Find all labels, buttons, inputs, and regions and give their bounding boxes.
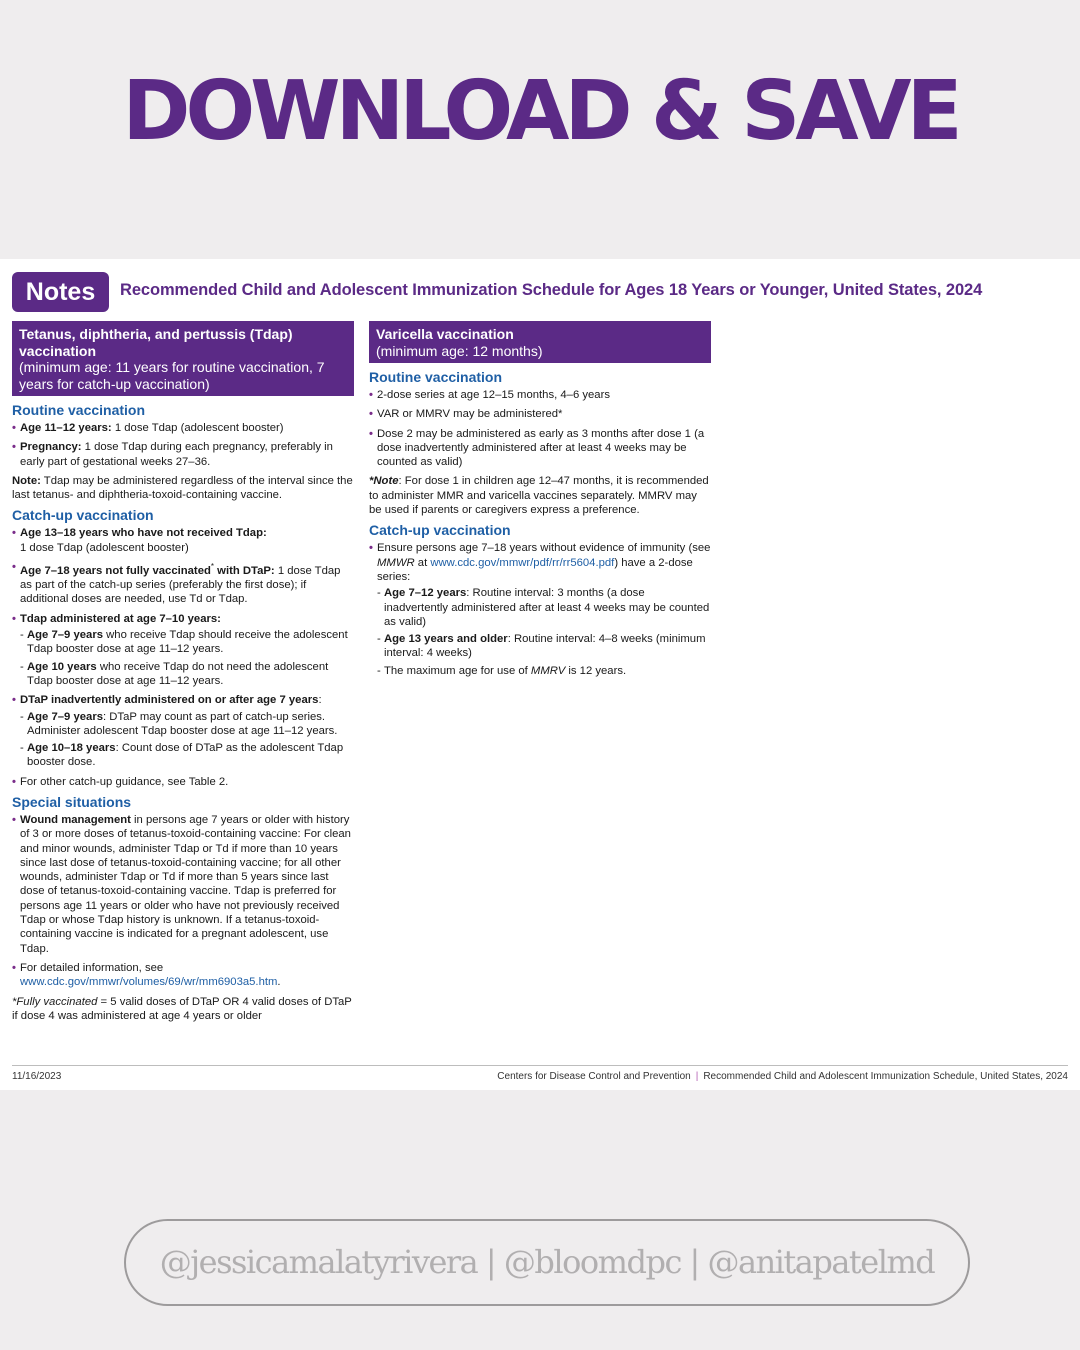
footer-source <box>497 1071 1068 1082</box>
mmwr-pdf-link[interactable]: www.cdc.gov/mmwr/pdf/rr/rr5604.pdf <box>430 556 615 569</box>
tdap-routine-heading: Routine vaccination <box>12 402 146 418</box>
item-text: : DTaP may count as part of catch-up series. Administer adolescent Tdap booster dose at age 11–12 years. <box>27 710 338 737</box>
list-item <box>12 813 354 956</box>
document-title: Recommended Child and Adolescent Immunization Schedule for Ages 18 Years or Younger, United States, 2024 <box>120 281 983 299</box>
list-item <box>12 526 354 555</box>
varicella-routine-heading: Routine vaccination <box>369 369 503 385</box>
sub-item <box>12 628 354 657</box>
sub-item <box>12 660 354 689</box>
item-bold: Age 7–18 years not fully vaccinated <box>20 564 211 577</box>
footer-schedule: Recommended Child and Adolescent Immunization Schedule, United States, 2024 <box>703 1071 1068 1082</box>
item-text: in persons age 7 years or older with history of 3 or more doses of tetanus-toxoid-containing vaccine: For clean and minor wounds, administer Tdap or Td if more than 10 years since last dose of tetanus-toxoid-containing vaccine; for all other wounds, administer Tdap or Td if more than 5 years since last dose of tetanus-toxoid-containing vaccine. Tdap is preferred for persons age 11 years or older who have not previously received Tdap or whose Tdap history is unknown. If a tetanus-toxoid-containing vaccine is indicated for a pregnant adolescent, use Tdap. <box>20 814 351 955</box>
varicella-note <box>369 474 711 517</box>
item-bold: Wound management <box>20 814 131 826</box>
sub-item <box>369 664 711 678</box>
list-item <box>369 407 711 421</box>
item-text: For detailed information, see <box>20 961 164 974</box>
footer-date: 11/16/2023 <box>12 1071 62 1082</box>
mmwr-link[interactable]: www.cdc.gov/mmwr/volumes/69/wr/mm6903a5.htm <box>20 976 278 989</box>
sub-item <box>369 586 711 629</box>
item-bold: DTaP inadvertently administered on or after age 7 years <box>20 694 319 707</box>
note-label: Note: <box>12 474 41 487</box>
varicella-column <box>369 321 711 681</box>
tdap-note <box>12 474 354 503</box>
footnote-text: = 5 valid doses of DTaP OR 4 valid doses of DTaP if dose 4 was administered at age 4 years or older <box>12 995 352 1022</box>
credits-pill <box>124 1219 970 1306</box>
item-text: 2-dose series at age 12–15 months, 4–6 years <box>377 389 610 401</box>
item-bold: Age 7–9 years <box>27 629 103 642</box>
list-item <box>12 421 354 435</box>
sub-item <box>369 632 711 661</box>
footer-divider <box>12 1065 1068 1066</box>
item-text: 1 dose Tdap (adolescent booster) <box>20 541 189 554</box>
item-text: Dose 2 may be administered as early as 3 months after dose 1 (a dose inadvertently administered after at least 4 weeks may be counted as valid) <box>377 427 705 469</box>
item-text: 1 dose Tdap as part of the catch-up series (preferably the first dose); if additional doses are needed, use Td or Tdap. <box>20 564 341 606</box>
tdap-box-title: Tetanus, diphtheria, and pertussis (Tdap) vaccination <box>19 326 293 359</box>
item-bold: Tdap administered at age 7–10 years: <box>20 612 221 625</box>
item-bold: Age 7–9 years <box>27 710 103 723</box>
banner-title: DOWNLOAD & SAVE <box>122 64 958 159</box>
tdap-special-heading: Special situations <box>12 794 132 810</box>
item-text: The maximum age for use of <box>384 664 531 677</box>
item-text: at <box>414 556 431 569</box>
footnote-marker: * <box>210 562 215 572</box>
list-item <box>12 775 354 789</box>
notes-badge: Notes <box>12 272 109 312</box>
varicella-catchup-heading: Catch-up vaccination <box>369 522 511 539</box>
item-bold: with DTaP: <box>214 564 275 577</box>
item-text: For other catch-up guidance, see Table 2. <box>20 775 229 788</box>
item-bold: Age 13–18 years who have not received Tdap: <box>20 527 267 540</box>
list-item <box>369 388 711 402</box>
list-item <box>369 427 711 470</box>
item-text: : Count dose of DTaP as the adolescent Tdap booster dose. <box>27 742 344 769</box>
item-text: who receive Tdap should receive the adolescent Tdap booster dose at age 11–12 years. <box>27 629 348 656</box>
tdap-header-box <box>12 321 354 396</box>
list-item <box>369 541 711 584</box>
list-item <box>12 961 354 990</box>
footer-org: Centers for Disease Control and Prevention <box>497 1071 691 1082</box>
item-text: VAR or MMRV may be administered* <box>377 408 563 421</box>
item-bold: Age 13 years and older <box>384 633 508 646</box>
item-em: MMWR <box>377 556 415 569</box>
item-text: ) have a 2-dose series: <box>377 556 693 583</box>
footnote-label: *Fully vaccinated <box>12 995 98 1008</box>
item-bold: Age 11–12 years: <box>20 422 112 434</box>
footer-separator: | <box>695 1071 699 1082</box>
note-text: Tdap may be administered regardless of the interval since the last tetanus- and diphtheria-toxoid-containing vaccine. <box>12 474 353 502</box>
list-item <box>12 612 354 626</box>
tdap-box-subtitle: (minimum age: 11 years for routine vaccination, 7 years for catch-up vaccination) <box>19 359 325 392</box>
notes-document <box>0 259 1080 1090</box>
varicella-header-box <box>369 321 711 363</box>
item-text: : Routine interval: 3 months (a dose inadvertently administered after at least 4 weeks may be counted as valid) <box>384 587 710 628</box>
sub-item <box>12 741 354 770</box>
note-label: *Note <box>369 475 399 488</box>
sub-item <box>12 710 354 739</box>
credits-text: @jessicamalatyrivera | @bloomdpc | @anitapatelmd <box>159 1243 935 1281</box>
varicella-box-subtitle: (minimum age: 12 months) <box>376 342 543 359</box>
item-em: MMRV <box>530 664 566 677</box>
item-bold: Age 7–12 years <box>384 587 467 600</box>
item-text: is 12 years. <box>565 664 627 677</box>
item-text: : Routine interval: 4–8 weeks (minimum interval: 4 weeks) <box>384 633 706 660</box>
note-text: : For dose 1 in children age 12–47 months, it is recommended to administer MMR and varicella vaccines separately. MMRV may be used if parents or caregivers express a preference. <box>369 475 709 517</box>
item-text: who receive Tdap do not need the adolescent Tdap booster dose at age 11–12 years. <box>27 660 329 687</box>
tdap-footnote <box>12 995 354 1024</box>
list-item <box>12 560 354 607</box>
tdap-column <box>12 321 354 1028</box>
item-text: . <box>277 976 281 989</box>
item-bold: Age 10 years <box>27 660 97 673</box>
list-item <box>12 693 354 707</box>
list-item <box>12 440 354 469</box>
tdap-catchup-heading: Catch-up vaccination <box>12 507 154 524</box>
item-text: 1 dose Tdap during each pregnancy, preferably in early part of gestational weeks 27–36. <box>20 441 333 468</box>
item-text: Ensure persons age 7–18 years without evidence of immunity (see <box>377 542 711 555</box>
item-bold: Age 10–18 years <box>27 742 116 755</box>
varicella-box-title: Varicella vaccination <box>376 326 514 342</box>
item-bold: Pregnancy: <box>20 441 82 454</box>
item-text: : <box>318 694 322 707</box>
item-text: 1 dose Tdap (adolescent booster) <box>111 422 284 434</box>
